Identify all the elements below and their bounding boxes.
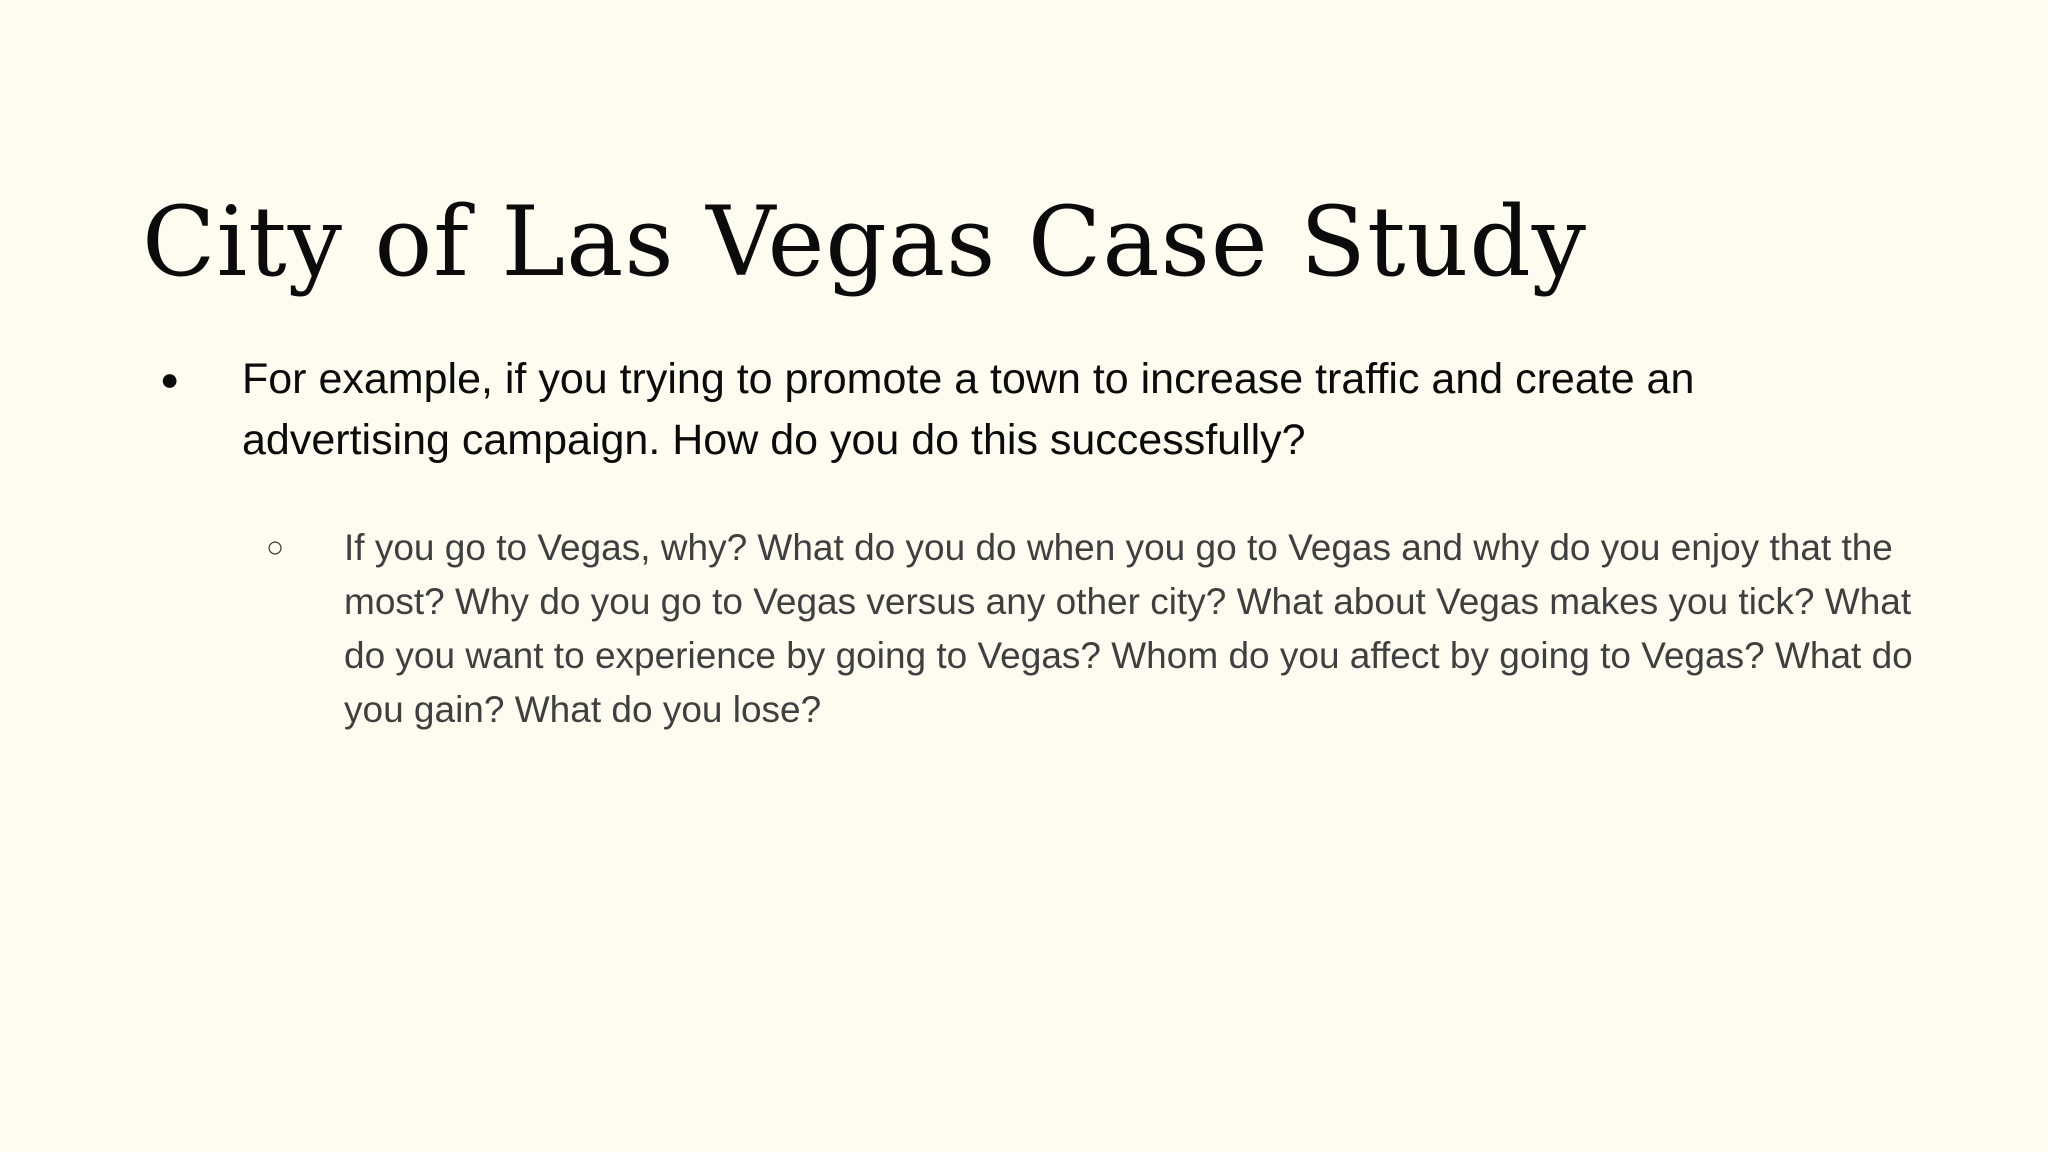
sub-bullet-item [266, 521, 1946, 737]
slide-title: City of Las Vegas Case Study [142, 186, 1588, 298]
bullet-text: For example, if you trying to promote a town to increase traffic and create an advertising campaign. How do you do this successfully? [242, 355, 1695, 464]
filled-bullet-icon: ● [160, 361, 180, 397]
bullet-item [160, 349, 1860, 471]
hollow-bullet-icon: ○ [266, 531, 285, 564]
sub-bullet-text: If you go to Vegas, why? What do you do when you go to Vegas and why do you enjoy that the most? Why do you go to Vegas versus any other city? What about Vegas makes you tick? What do you want to experience by going to Vegas? Whom do you affect by going to Vegas? What do you gain? What do you lose? [344, 527, 1913, 730]
